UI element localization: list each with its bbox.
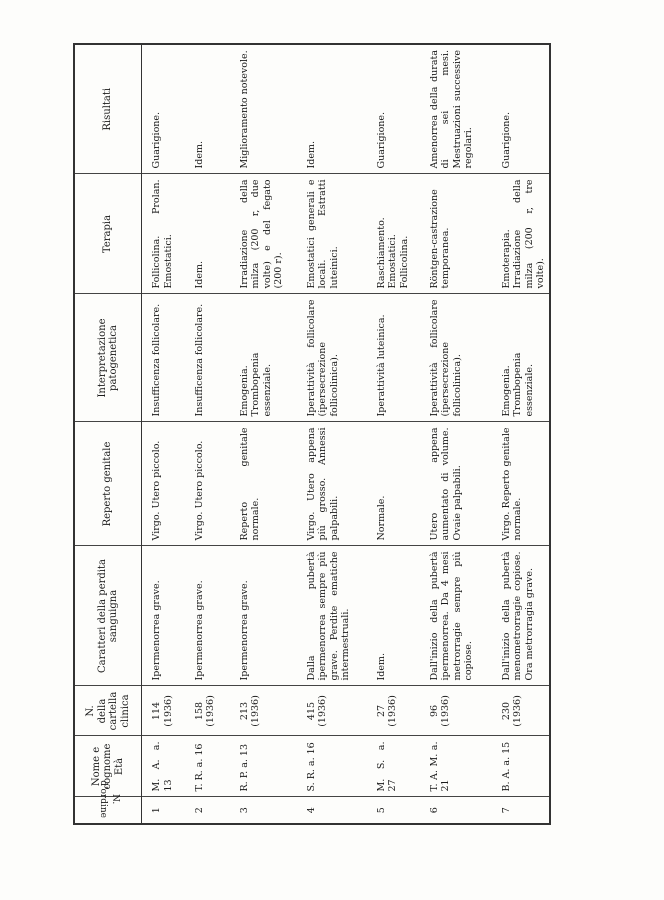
header-caratteri: Caratteri della perdita sanguigna: [74, 546, 142, 686]
cell-risultati: Guarigione.: [142, 44, 192, 174]
cell-caratteri: Ipermenorrea grave.: [192, 546, 237, 686]
cell-risultati: Idem.: [304, 44, 374, 174]
table-row: [374, 44, 427, 824]
cell-caratteri: Dall'inizio della pubertà ipermenorrea. Da 4 mesi metrorragie sempre più copiose.: [427, 546, 499, 686]
cell-terapia: Follicolina. Prolan. Emostatici.: [142, 174, 192, 294]
header-interpretazione: Interpretazione patogenetica: [74, 294, 142, 422]
table-row: [427, 44, 499, 824]
table-body: [142, 44, 550, 824]
header-ordine: [74, 780, 142, 824]
cell-cartella: 415 (1936): [304, 686, 374, 736]
cell-ordine: 3: [237, 797, 304, 824]
cell-reperto: Normale.: [374, 422, 427, 546]
cell-terapia: Irradiazione della milza (200 r, due volte) e del fegato (200 r).: [237, 174, 304, 294]
table-row: [237, 44, 304, 824]
cell-ordine: 2: [192, 797, 237, 824]
cell-nome: M. A. a. 13: [142, 736, 192, 797]
header-terapia: Terapia: [74, 174, 142, 294]
header-row: [74, 44, 142, 824]
cell-nome: S. R. a. 16: [304, 736, 374, 797]
header-reperto: Reperto genitale: [74, 422, 142, 546]
cell-cartella: 213 (1936): [237, 686, 304, 736]
cell-ordine: 5: [374, 797, 427, 824]
cell-reperto: Virgo. Utero appena più grosso. Annessi palpabili.: [304, 422, 374, 546]
cell-ordine: 6: [427, 797, 499, 824]
cell-interpretazione: Insufficenza follicolare.: [142, 294, 192, 422]
cell-cartella: 230 (1936): [499, 686, 550, 736]
clinical-cases-table: [73, 43, 551, 825]
cell-terapia: Raschiamento. Emostatici. Follicolina.: [374, 174, 427, 294]
cell-interpretazione: Iperattività follicolare (ipersecrezione follicolinica).: [427, 294, 499, 422]
cell-cartella: 27 (1936): [374, 686, 427, 736]
cell-caratteri: Dalla pubertà ipermenorrea sempre più grave. Perdite ematiche intermestruali.: [304, 546, 374, 686]
header-nome: Nome e cognome Età: [74, 736, 142, 797]
header-cartella: N. della cartella clinica: [74, 686, 142, 736]
cell-cartella: 96 (1936): [427, 686, 499, 736]
cell-terapia: Röntgen-castrazione temporanea.: [427, 174, 499, 294]
cell-terapia: Emoterapia. Irradiazione della milza (200 r, tre volte).: [499, 174, 550, 294]
cell-interpretazione: Iperattività luteinica.: [374, 294, 427, 422]
cell-interpretazione: Emogenia. Trombopenia essenziale.: [499, 294, 550, 422]
cell-nome: T. R. a. 16: [192, 736, 237, 797]
cell-ordine: 7: [499, 797, 550, 824]
cell-cartella: 114 (1936): [142, 686, 192, 736]
cell-caratteri: Idem.: [374, 546, 427, 686]
cell-nome: T. A. M. a. 21: [427, 736, 499, 797]
cell-cartella: 158 (1936): [192, 686, 237, 736]
cell-reperto: Utero appena aumentato di volume. Ovaie palpabili.: [427, 422, 499, 546]
cell-caratteri: Dall'inizio della pubertà menometrorragie copiose. Ora metrorragia grave.: [499, 546, 550, 686]
table-row: [499, 44, 550, 824]
cell-ordine: 1: [142, 797, 192, 824]
cell-risultati: Guarigione.: [374, 44, 427, 174]
header-risultati: Risultati: [74, 44, 142, 174]
cell-caratteri: Ipermenorrea grave.: [237, 546, 304, 686]
cell-nome: M. S. a. 27: [374, 736, 427, 797]
table-row: [192, 44, 237, 824]
cell-interpretazione: Emogenia. Trombopenia essenziale.: [237, 294, 304, 422]
cell-reperto: Reperto genitale normale.: [237, 422, 304, 546]
cell-reperto: Virgo. Utero piccolo.: [192, 422, 237, 546]
cell-caratteri: Ipermenorrea grave.: [142, 546, 192, 686]
rotated-table-wrapper: [73, 45, 545, 825]
cell-risultati: Guarigione.: [499, 44, 550, 174]
cell-interpretazione: Iperattività follicolare (ipersecrezione follicolinica).: [304, 294, 374, 422]
cell-interpretazione: Insufficenza follicolare.: [192, 294, 237, 422]
header-ordine-label: N. d'ordine: [98, 780, 120, 818]
cell-risultati: Miglioramento notevole.: [237, 44, 304, 174]
cell-reperto: Virgo. Reperto genitale normale.: [499, 422, 550, 546]
cell-nome: B. A. a. 15: [499, 736, 550, 797]
cell-risultati: Amenorrea della durata di sei mesi. Mestruazioni successive regolari.: [427, 44, 499, 174]
cell-reperto: Virgo. Utero piccolo.: [142, 422, 192, 546]
cell-terapia: Idem.: [192, 174, 237, 294]
cell-terapia: Emostatici generali e locali. Estratti luteinici.: [304, 174, 374, 294]
cell-risultati: Idem.: [192, 44, 237, 174]
cell-ordine: 4: [304, 797, 374, 824]
table-row: [304, 44, 374, 824]
table-row: [142, 44, 192, 824]
cell-nome: R. P. a. 13: [237, 736, 304, 797]
